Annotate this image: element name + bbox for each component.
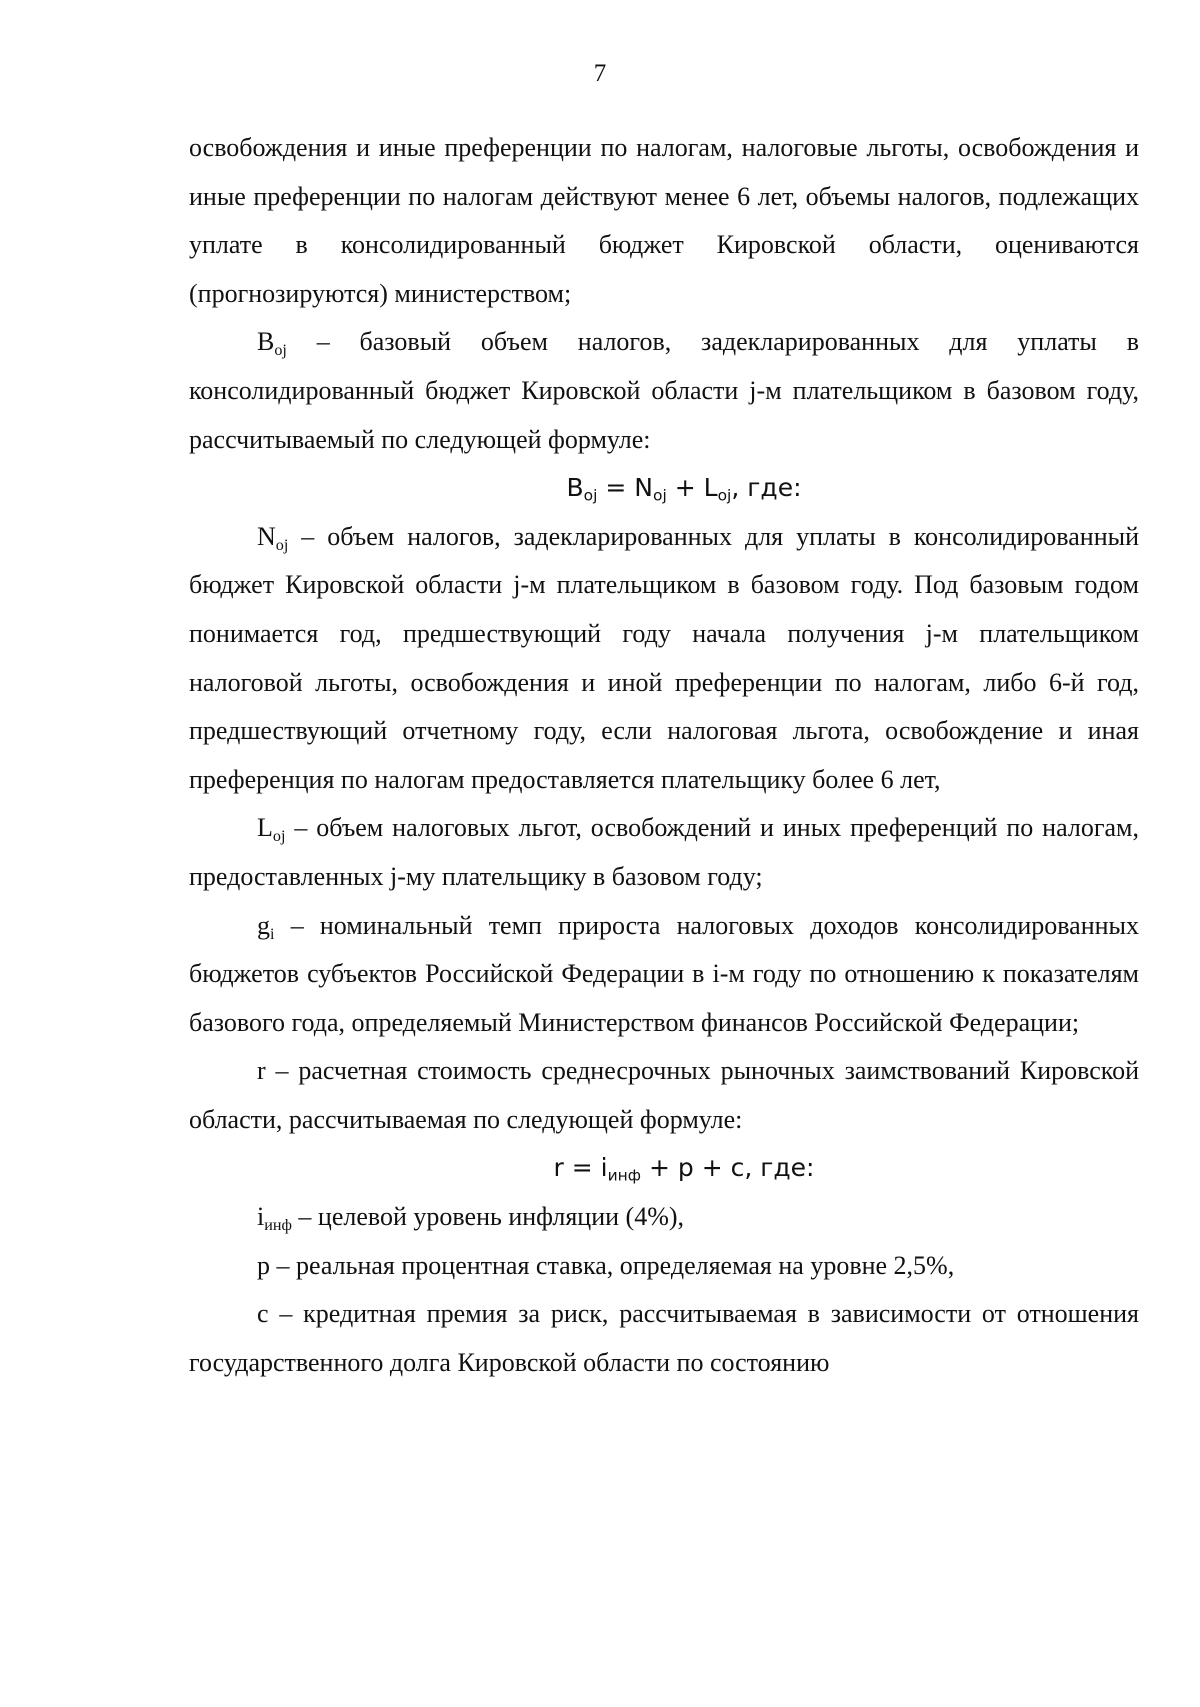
paragraph-borrowing-cost-definition: r – расчетная стоимость среднесрочных рыночных заимствований Кировской области, рассчитываемая по следующей формуле:: [189, 1056, 1139, 1134]
variable-g-i: $g_i$: [257, 910, 275, 943]
paragraph-benefits-volume-definition: $L_{oj}$ – объем налоговых льгот, освобождений и иных преференций по налогам, предоставленных j-му плательщику в базовом году;: [189, 813, 1139, 891]
variable-i-inf: $i_{инф}$: [257, 1202, 292, 1234]
page-number: 7: [593, 60, 607, 87]
formula-borrowing-cost: $r = i_{инф} + p + c$, где:: [553, 1153, 815, 1186]
formula-base-volume: $B_{oj} = N_{oj} + L_{oj}$, где:: [566, 473, 802, 505]
paragraph-exemptions-continued: освобождения и иные преференции по налогам, налоговые льготы, освобождения и иные преференции по налогам действуют менее 6 лет, объемы налогов, подлежащих уплате в консолидированный бюджет Кировской области, оцениваются (прогнозируются) министерством;: [189, 133, 1139, 308]
document-body: [189, 124, 1139, 1387]
paragraph-base-volume-definition: $B_{oj}$ – базовый объем налогов, задекларированных для уплаты в консолидированный бюджет Кировской области j-м плательщиком в базовом году, рассчитываемый по следующей формуле:: [189, 327, 1139, 454]
paragraph-growth-rate-definition: $g_i$ – номинальный темп прироста налоговых доходов консолидированных бюджетов субъектов Российской Федерации в i-м году по отношению к показателям базового года, определяемый Министерством финансов Российской Федерации;: [189, 910, 1139, 1037]
variable-l-oj: $L_{oj}$: [257, 813, 286, 846]
paragraph-credit-premium-definition: c – кредитная премия за риск, рассчитываемая в зависимости от отношения государственного долга Кировской области по состоянию: [189, 1299, 1139, 1377]
paragraph-real-rate-definition: p – реальная процентная ставка, определяемая на уровне 2,5%,: [257, 1250, 955, 1280]
variable-b-oj: $B_{oj}$: [257, 327, 287, 360]
paragraph-declared-taxes-definition: $N_{oj}$ – объем налогов, задекларированных для уплаты в консолидированный бюджет Кировской области j-м плательщиком в базовом году. Под базовым годом понимается год, предшествующий году начала получения j-м плательщиком налоговой льготы, освобождения и иной преференции по налогам, либо 6-й год, предшествующий отчетному году, если налоговая льгота, освобождение и иная преференция по налогам предоставляется плательщику более 6 лет,: [189, 521, 1139, 794]
paragraph-inflation-definition: $i_{инф}$ – целевой уровень инфляции (4%),: [257, 1202, 685, 1234]
variable-n-oj: $N_{oj}$: [257, 521, 289, 554]
